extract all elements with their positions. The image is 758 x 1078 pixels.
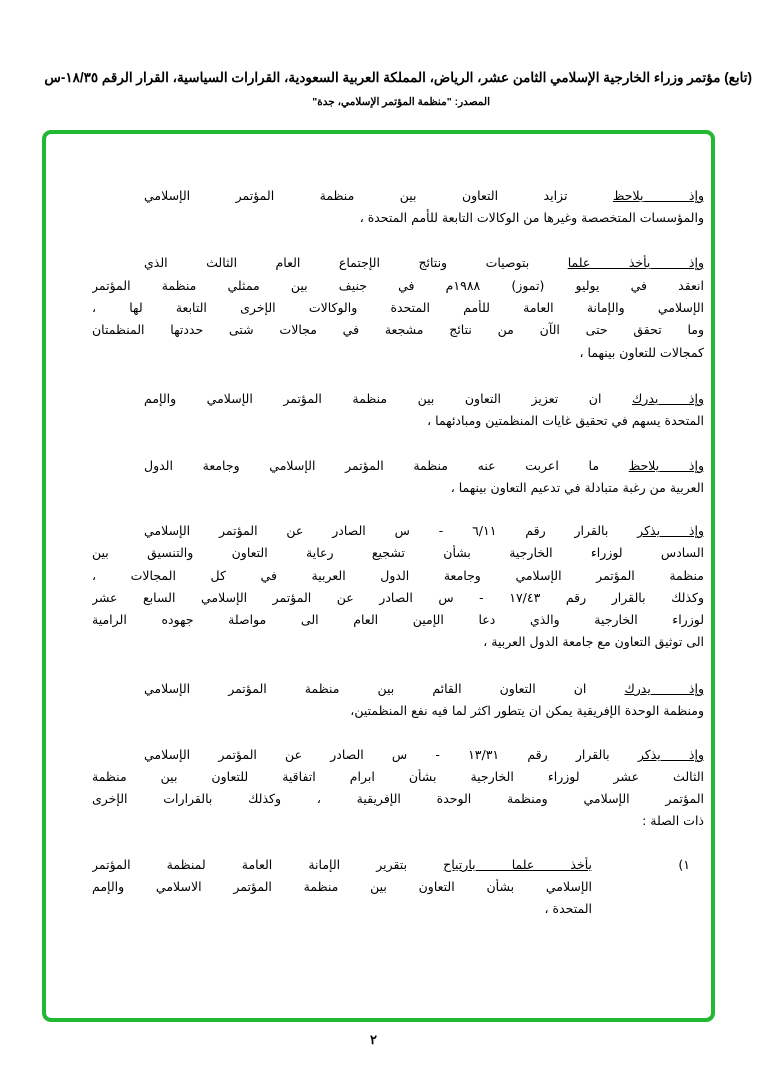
paragraph-line: الثالث عشر لوزراء الخارجية بشأن ابرام اتفاقية للتعاون بين منظمة bbox=[92, 769, 704, 784]
item-lead: يأخذ علما بارتياح bbox=[443, 857, 592, 872]
paragraph-line: كمجالات للتعاون بينهما ، bbox=[579, 345, 704, 360]
paragraph-lead: وإذ bbox=[660, 523, 704, 538]
paragraph-line: والمؤسسات المتخصصة وغيرها من الوكالات التابعة للأمم المتحدة ، bbox=[359, 210, 704, 225]
paragraph-lead: وإذ bbox=[658, 391, 704, 406]
paragraph-text: تزايد التعاون بين منظمة المؤتمر الإسلامي bbox=[144, 188, 568, 203]
paragraph-text: ان تعزيز التعاون بين منظمة المؤتمر الإسلامي والإمم bbox=[144, 391, 602, 406]
paragraph-line: لوزراء الخارجية والذي دعا الإمين العام الى مواصلة جهوده الرامية bbox=[92, 612, 704, 627]
paragraph-line bbox=[144, 458, 704, 474]
paragraph-line bbox=[144, 188, 704, 204]
paragraph-lead: وإذ bbox=[643, 188, 704, 203]
paragraph-line: السادس لوزراء الخارجية بشأن تشجيع رعاية التعاون والتنسيق بين bbox=[92, 545, 704, 560]
paragraph-line bbox=[144, 391, 704, 407]
paragraph-lead-verb: يلاحظ bbox=[612, 188, 644, 203]
paragraph-lead-verb: يذكر bbox=[637, 747, 661, 762]
paragraph-line: وكذلك بالقرار رقم ١٧/٤٣ - س الصادر عن المؤتمر الإسلامي السابع عشر bbox=[92, 590, 704, 605]
paragraph-line: انعقد في يوليو (تموز) ١٩٨٨م في جنيف بين ممثلي منظمة المؤتمر bbox=[92, 278, 704, 293]
paragraph-line bbox=[144, 523, 704, 539]
paragraph-lead: وإذ bbox=[650, 681, 704, 696]
paragraph-lead-verb: يلاحظ bbox=[628, 458, 660, 473]
paragraph-lead: وإذ bbox=[650, 255, 704, 270]
paragraph-line: المتحدة يسهم في تحقيق غايات المنظمتين ومبادئهما ، bbox=[427, 413, 704, 428]
paragraph-line: ذات الصلة : bbox=[642, 813, 704, 828]
paragraph-lead-verb: يدرك bbox=[624, 681, 651, 696]
paragraph-line: منظمة المؤتمر الإسلامي وجامعة الدول العربية في كل المجالات ، bbox=[92, 568, 704, 583]
item-text: بتقرير الإمانة العامة لمنظمة المؤتمر bbox=[92, 857, 408, 872]
document-source: المصدر: "منظمة المؤتمر الإسلامي، جدة" bbox=[312, 96, 490, 108]
item-number: ١) bbox=[678, 857, 690, 872]
item-line bbox=[92, 857, 592, 873]
paragraph-line: المؤتمر الإسلامي ومنظمة الوحدة الإفريقية ، وكذلك بالقرارات الإخرى bbox=[92, 791, 704, 806]
paragraph-lead-verb: يأخذ علما bbox=[567, 255, 651, 270]
paragraph-lead: وإذ bbox=[659, 458, 704, 473]
paragraph-lead-verb: يذكر bbox=[637, 523, 661, 538]
paragraph-line bbox=[144, 681, 704, 697]
paragraph-line bbox=[144, 255, 704, 271]
page-number: ٢ bbox=[370, 1032, 377, 1047]
paragraph-line: العربية من رغبة متبادلة في تدعيم التعاون بينهما ، bbox=[450, 480, 704, 495]
paragraph-text: بالقرار رقم ٦/١١ - س الصادر عن المؤتمر الإسلامي bbox=[144, 523, 609, 538]
paragraph-lead-verb: يدرك bbox=[632, 391, 659, 406]
paragraph-lead: وإذ bbox=[660, 747, 704, 762]
paragraph-line bbox=[144, 747, 704, 763]
item-line: الإسلامي بشأن التعاون بين منظمة المؤتمر الاسلامي والإمم bbox=[92, 879, 592, 894]
paragraph-text: ان التعاون القائم بين منظمة المؤتمر الإسلامي bbox=[144, 681, 587, 696]
paragraph-text: بالقرار رقم ١٣/٣١ - س الصادر عن المؤتمر الإسلامي bbox=[144, 747, 610, 762]
paragraph-line: الى توثيق التعاون مع جامعة الدول العربية ، bbox=[483, 634, 704, 649]
paragraph-line: ومنظمة الوحدة الإفريقية يمكن ان يتطور اكثر لما فيه نفع المنظمتين، bbox=[350, 703, 704, 718]
item-line: المتحدة ، bbox=[544, 901, 592, 916]
paragraph-line: الإسلامي والإمانة العامة للأمم المتحدة والوكالات الإخرى التابعة لها ، bbox=[92, 300, 704, 315]
paragraph-text: ما اعربت عنه منظمة المؤتمر الإسلامي وجامعة الدول bbox=[144, 458, 600, 473]
paragraph-line: وما تحقق حتى الآن من نتائج مشجعة في مجالات شتى حددتها المنظمتان bbox=[92, 322, 704, 337]
paragraph-text: بتوصيات ونتائج الإجتماع العام الثالث الذي bbox=[144, 255, 530, 270]
document-title: (تابع) مؤتمر وزراء الخارجية الإسلامي الثامن عشر، الرياض، المملكة العربية السعودية، القرارات السياسية، القرار الرقم ١٨/٣٥-س bbox=[44, 70, 752, 85]
